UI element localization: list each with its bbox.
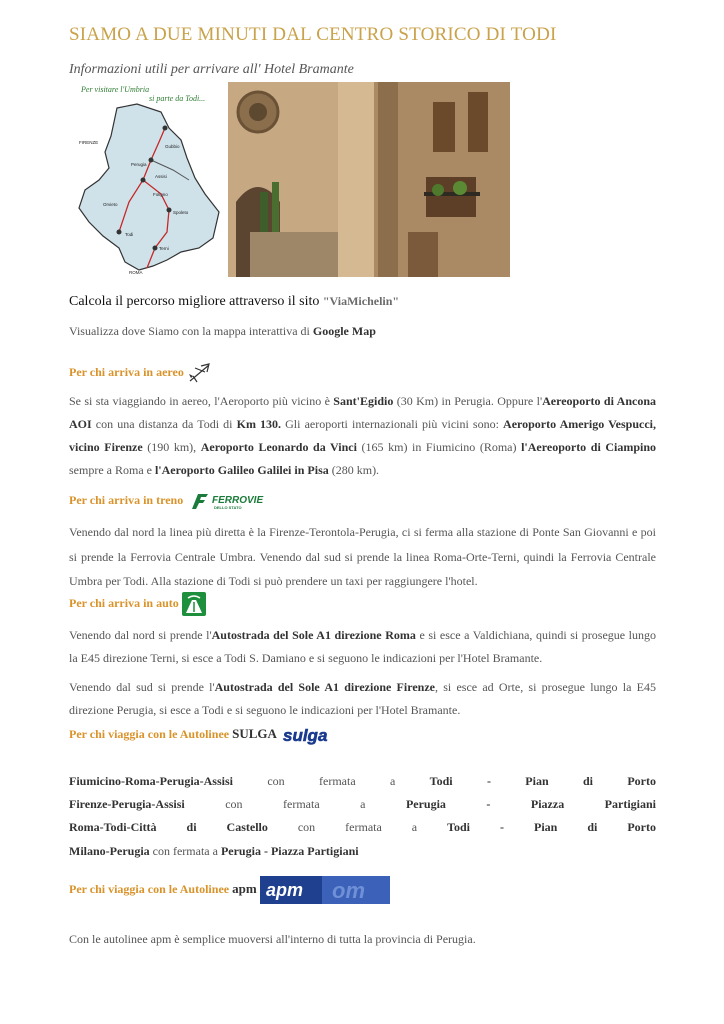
city-label: Terni [159,246,169,251]
aereo-text: Se si sta viaggiando in aereo, l'Aeroporto più vicino è [69,394,334,408]
apm-paragraph: Con le autolinee apm è semplice muoversi all'interno di tutta la provincia di Perugia. [69,932,476,946]
airplane-icon [187,362,213,384]
sulga-heading-text: Per chi viaggia con le Autolinee [69,726,233,741]
route-line [69,294,399,310]
city-dot [167,208,172,213]
aereo-heading-text: Per chi arriva in aereo [69,364,184,379]
city-label: Orvieto [103,202,118,207]
route-stop: Porto [627,774,656,788]
treno-heading-text: Per chi arriva in treno [69,492,184,507]
city-dot [149,158,154,163]
window-shutter [433,102,455,152]
city-label: Todi [125,232,134,237]
window-shutter [468,92,488,152]
umbria-region-shape [79,104,219,270]
sulga-route-3 [69,820,656,835]
google-map-link[interactable]: Google Map [312,324,376,338]
auto-heading-text: Per chi arriva in auto [69,595,179,610]
umbria-map-image [69,82,223,278]
aereo-section-heading [69,362,213,384]
route-stop: Piazza [530,797,565,811]
page-subtitle: Informazioni utili per arrivare all' Hotel Bramante [69,62,354,77]
auto-paragraph-north [69,624,656,670]
route-stop: - [486,774,491,788]
route-stop: Perugia [405,797,446,811]
route-word: con fermata a [149,844,221,858]
route-stop: Pian [525,774,549,788]
route-word: con [297,820,316,834]
route-word: con [267,774,285,788]
sulga-logo-text: sulga [282,726,328,745]
city-label: Gubbio [165,144,180,149]
auto-text: Venendo dal nord si prende l' [69,628,212,642]
aereo-bold: l'Aeroporto Galileo Galilei in Pisa [154,463,329,477]
route-name: Roma-Todi-Città [69,820,157,834]
aereo-bold: Aeroporto Leonardo da Vinci [200,440,357,454]
route-stop: Perugia - Piazza Partigiani [220,844,359,858]
sulga-section-heading [69,724,342,746]
aereo-text: Gli aeroporti internazionali più vicini sono: [281,417,504,431]
route-name: Firenze-Perugia-Assisi [69,797,185,811]
route-stop: - [486,797,491,811]
page-title: SIAMO A DUE MINUTI DAL CENTRO STORICO DI TODI [69,24,557,45]
route-word: fermata [283,797,320,811]
city-dot [163,126,168,131]
city-dot [117,230,122,235]
sulga-route-1 [69,774,656,789]
auto-paragraph-south [69,676,656,722]
map-caption-2: si parte da Todi... [149,94,206,103]
aereo-text: con una distanza da Todi di [91,417,237,431]
auto-bold: Autostrada del Sole A1 direzione Firenze [214,680,435,694]
route-stop: Partigiani [604,797,656,811]
aereo-text: (30 Km) in Perugia. Oppure l' [393,394,543,408]
ferrovie-logo-subtext: DELLO STATO [214,505,242,510]
route-text: Calcola il percorso migliore attraverso il sito [69,294,323,309]
apm-name: apm [232,880,257,896]
auto-text: , si esce ad Orte, si prosegue lungo la E45 direzione Perugia, si esce a Todi e si seguono le indicazioni per l'Hotel Bramante. [69,680,657,717]
route-stop: - [500,820,505,834]
city-label: Assisi [155,174,167,179]
map-caption-1: Per visitare l'Umbria [81,85,150,94]
city-dot [141,178,146,183]
apm-heading-text: Per chi viaggia con le Autolinee [69,881,233,896]
route-stop: di [582,774,593,788]
aereo-text: (280 km). [328,463,380,477]
city-dot [153,246,158,251]
ferrovie-logo-text: FERROVIE [212,495,264,506]
viamichelin-link[interactable]: "ViaMichelin" [322,294,400,308]
route-word: fermata [345,820,382,834]
route-stop: Todi [429,774,453,788]
city-label: Spoleto [173,210,189,215]
aereo-bold: Sant'Egidio [333,394,394,408]
treno-section-heading [69,490,268,512]
aereo-bold: Km 130. [236,417,282,431]
aereo-text: sempre a Roma e [69,463,155,477]
route-name: Milano-Perugia [69,844,150,858]
city-label: FIRENZE [79,140,99,145]
google-text: Visualizza dove Siamo con la mappa interattiva di [69,324,313,338]
auto-text: Venendo dal sud si prende l' [69,680,215,694]
treno-paragraph: Venendo dal nord la linea più diretta è la Firenze-Terontola-Perugia, ci si ferma alla stazione di Ponte San Giovanni e poi si prende la Ferrovia Centrale Umbra. Venendo dal sud si prende la linea Roma-Orte-Terni, quindi la Ferrovia Centrale Umbra per Todi. Alla stazione di Todi si può prendere un taxi per raggiungere l'hotel. [69,525,656,588]
route-name: di [186,820,197,834]
sulga-name: SULGA [232,725,277,741]
sulga-route-4 [69,844,656,859]
aereo-text: (165 km) in Fiumicino (Roma) [356,440,522,454]
apm-logo-text: apm [265,880,303,900]
aereo-bold: Aeroporto Amerigo Vespucci, vicino Firenze [69,417,656,454]
aereo-bold: l'Aereoporto di Ciampino [521,440,657,454]
auto-bold: Autostrada del Sole A1 direzione Roma [211,628,416,642]
route-stop: di [587,820,598,834]
route-word: a [360,797,366,811]
city-label: Perugia [131,162,147,167]
route-stop: Porto [627,820,656,834]
sulga-logo-icon [280,724,342,746]
aereo-bold: Aereoporto di Ancona AOI [69,394,657,431]
todi-street-photo [228,82,510,277]
route-word: a [411,820,418,834]
route-word: a [390,774,396,788]
aereo-text: (190 km), [142,440,201,454]
auto-section-heading [69,592,206,616]
aereo-paragraph [69,390,656,482]
auto-text: e si esce a Valdichiana, quindi si prosegue lungo la E45 direzione Terni, si esce a Todi S. Damiano e si seguono le indicazioni per l'Hotel Bramante. [69,628,656,665]
route-stop: Pian [534,820,558,834]
apm-logo-icon [260,876,390,904]
sulga-route-2 [69,797,656,812]
city-label: Foligno [153,192,168,197]
route-word: fermata [319,774,356,788]
apm-section-heading [69,876,390,904]
route-stop: Todi [447,820,471,834]
route-name: Fiumicino-Roma-Perugia-Assisi [69,774,233,788]
google-map-line [69,324,376,339]
motorway-icon [182,592,206,616]
balcony [426,177,476,217]
city-label: ROMA [129,270,143,275]
route-word: con [225,797,243,811]
route-name: Castello [226,820,268,834]
ferrovie-logo-icon [186,490,268,512]
svg-text:om: om [331,878,365,903]
